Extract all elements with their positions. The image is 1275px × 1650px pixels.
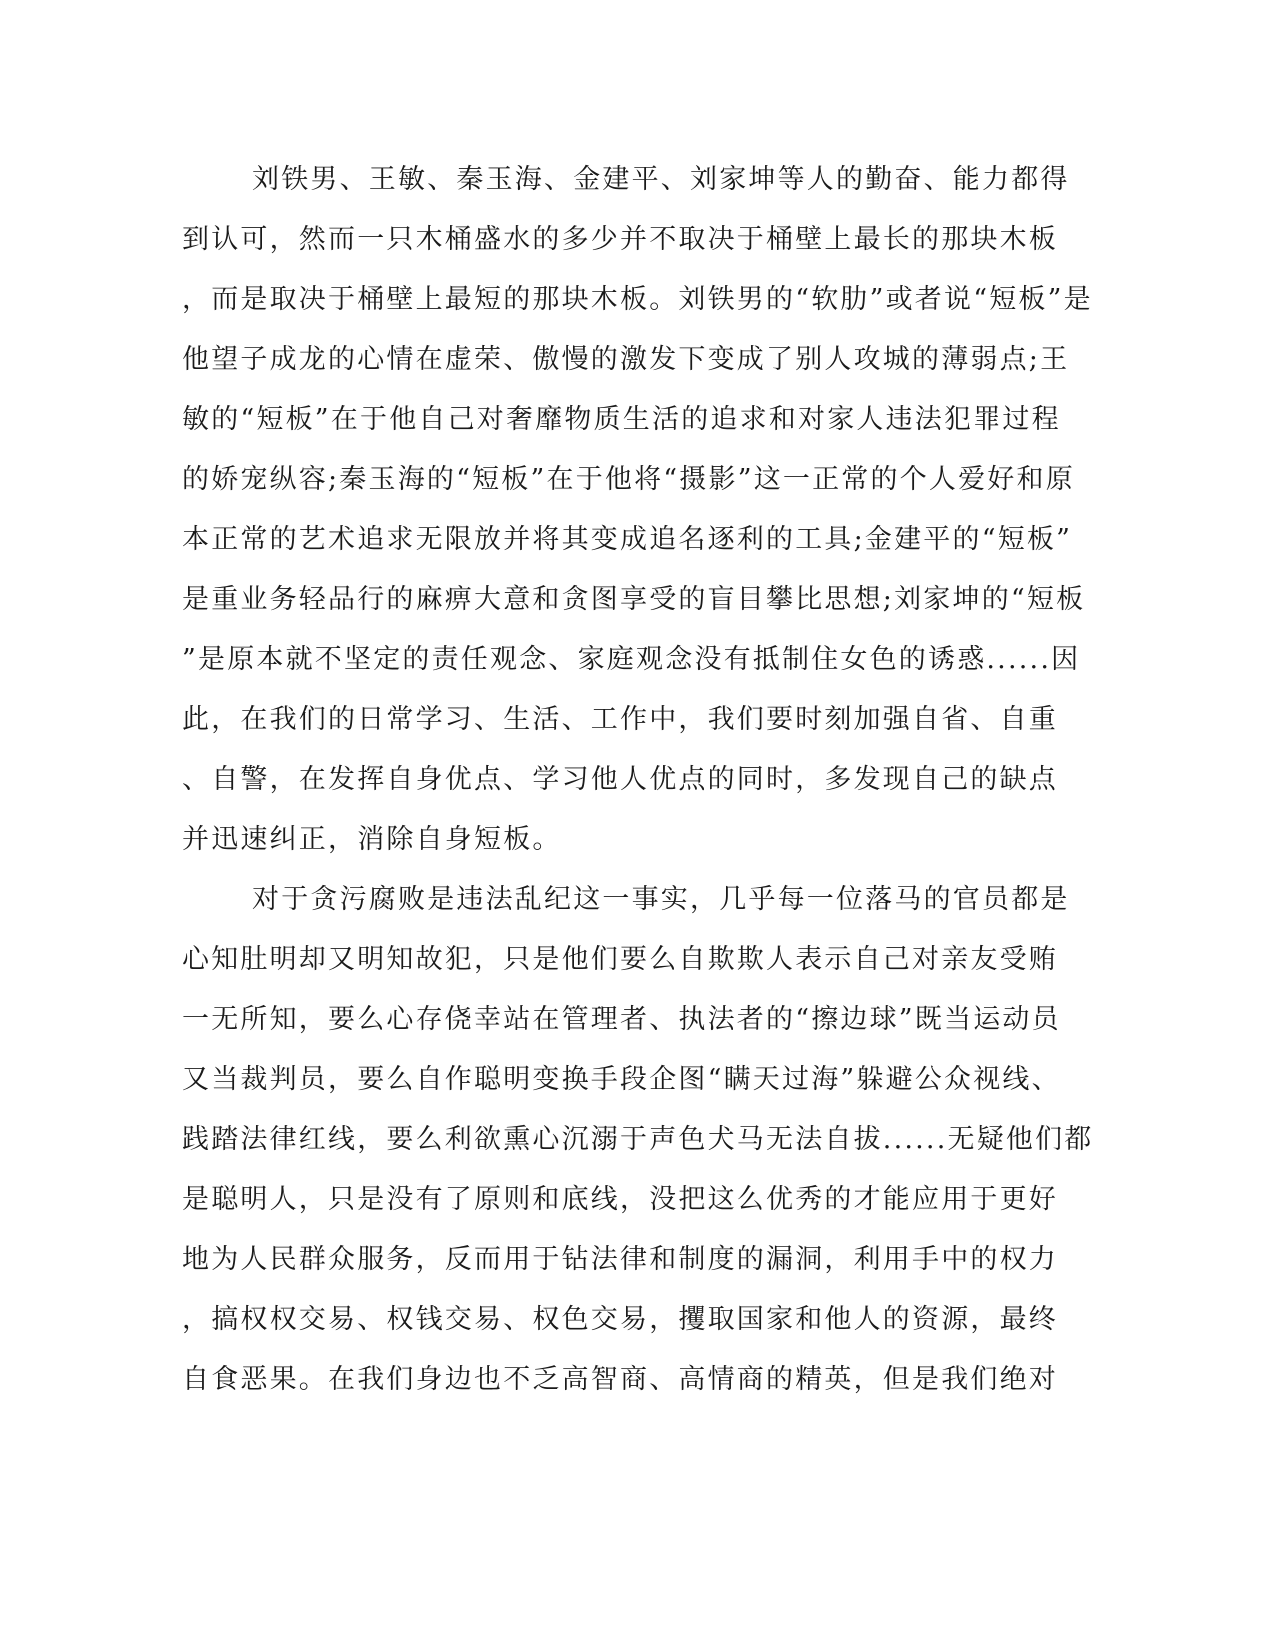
text-line: 一无所知，要么心存侥幸站在管理者、执法者的“擦边球”既当运动员 [182, 1004, 1061, 1035]
text-line: 心知肚明却又明知故犯，只是他们要么自欺欺人表示自己对亲友受贿 [182, 944, 1058, 975]
text-line: 敏的“短板”在于他自己对奢靡物质生活的追求和对家人违法犯罪过程 [182, 404, 1061, 435]
text-line: 践踏法律红线，要么利欲熏心沉溺于声色犬马无法自拔......无疑他们都 [182, 1124, 1094, 1155]
text-line: 、自警，在发挥自身优点、学习他人优点的同时，多发现自己的缺点 [182, 764, 1058, 795]
text-line: 自食恶果。在我们身边也不乏高智商、高情商的精英，但是我们绝对 [182, 1364, 1058, 1395]
text-line: 对于贪污腐败是违法乱纪这一事实，几乎每一位落马的官员都是 [252, 884, 1070, 915]
body-text [182, 150, 1094, 1410]
text-line: 到认可，然而一只木桶盛水的多少并不取决于桶壁上最长的那块木板 [182, 224, 1058, 255]
text-line: 本正常的艺术追求无限放并将其变成追名逐利的工具;金建平的“短板” [182, 524, 1073, 555]
text-line: 刘铁男、王敏、秦玉海、金建平、刘家坤等人的勤奋、能力都得 [252, 164, 1070, 195]
paragraph-2 [182, 870, 1094, 1410]
text-line: 是重业务轻品行的麻痹大意和贪图享受的盲目攀比思想;刘家坤的“短板 [182, 584, 1086, 615]
text-line: ，而是取决于桶壁上最短的那块木板。刘铁男的“软肋”或者说“短板”是 [182, 284, 1093, 315]
text-line: 的娇宠纵容;秦玉海的“短板”在于他将“摄影”这一正常的个人爱好和原 [182, 464, 1075, 495]
text-line: ，搞权权交易、权钱交易、权色交易，攫取国家和他人的资源，最终 [182, 1304, 1058, 1335]
text-line: 此，在我们的日常学习、生活、工作中，我们要时刻加强自省、自重 [182, 704, 1058, 735]
text-line: 地为人民群众服务，反而用于钻法律和制度的漏洞，利用手中的权力 [182, 1244, 1058, 1275]
text-line: 他望子成龙的心情在虚荣、傲慢的激发下变成了别人攻城的薄弱点;王 [182, 344, 1070, 375]
text-line: 并迅速纠正，消除自身短板。 [182, 824, 562, 855]
text-line: 又当裁判员，要么自作聪明变换手段企图“瞒天过海”躲避公众视线、 [182, 1064, 1061, 1095]
paragraph-1 [182, 150, 1093, 870]
text-line: ”是原本就不坚定的责任观念、家庭观念没有抵制住女色的诱惑......因 [182, 644, 1081, 675]
text-line: 是聪明人，只是没有了原则和底线，没把这么优秀的才能应用于更好 [182, 1184, 1058, 1215]
